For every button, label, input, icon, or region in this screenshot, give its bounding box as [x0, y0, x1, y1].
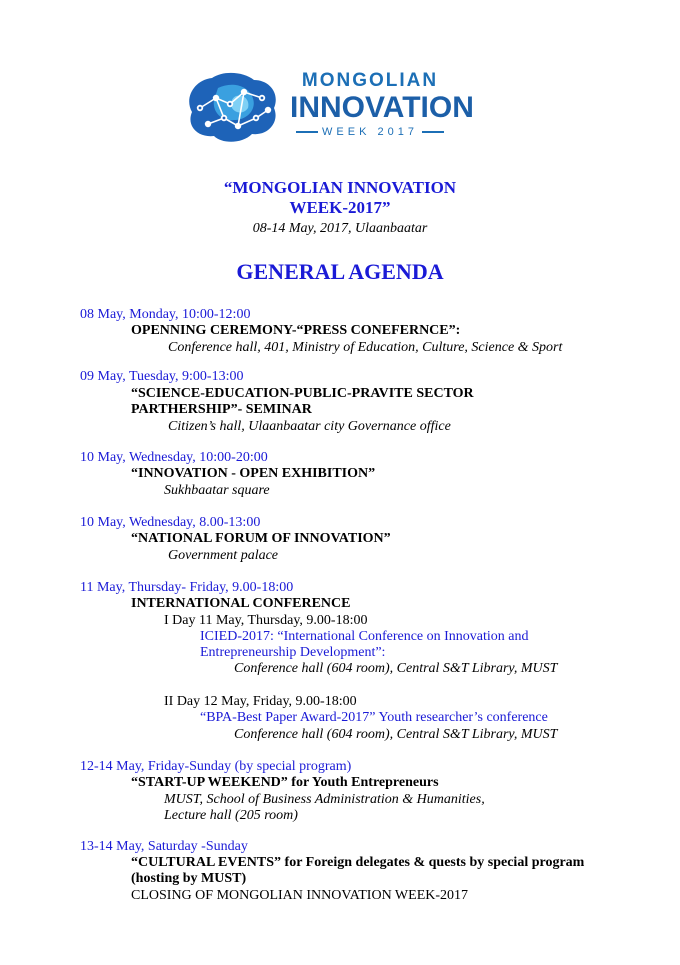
event-3-title: “INNOVATION - OPEN EXHIBITION”: [131, 466, 376, 481]
brain-network-icon: [178, 68, 288, 148]
event-dates: 08-14 May, 2017, Ulaanbaatar: [252, 221, 428, 236]
event-5-day-2-event: “BPA-Best Paper Award-2017” Youth researcher’s conference: [200, 710, 548, 725]
event-1-date: 08 May, Monday, 10:00-12:00: [80, 307, 251, 322]
event-2-title-line-2: PARTHERSHIP”- SEMINAR: [131, 402, 312, 417]
logo-line-3: [290, 124, 450, 140]
event-4-title: “NATIONAL FORUM OF INNOVATION”: [131, 531, 391, 546]
event-logo: [178, 68, 474, 148]
logo-year: WEEK 2017: [322, 126, 418, 138]
event-3-place: Sukhbaatar square: [164, 483, 270, 498]
event-2-place: Citizen’s hall, Ulaanbaatar city Governance office: [168, 419, 451, 434]
event-5-day-1-event-line-2: Entrepreneurship Development”:: [200, 645, 386, 660]
agenda-heading: GENERAL AGENDA: [236, 259, 444, 284]
event-6-date: 12-14 May, Friday-Sunday (by special program): [80, 759, 352, 774]
logo-wordmark: [290, 70, 474, 140]
event-5-day-2: II Day 12 May, Friday, 9.00-18:00: [164, 694, 357, 709]
event-2-date: 09 May, Tuesday, 9:00-13:00: [80, 369, 244, 384]
event-7-title-line-1: “CULTURAL EVENTS” for Foreign delegates & quests by special program: [131, 855, 585, 870]
event-4-date: 10 May, Wednesday, 8.00-13:00: [80, 515, 261, 530]
event-5-title: INTERNATIONAL CONFERENCE: [131, 596, 351, 611]
event-1-place: Conference hall, 401, Ministry of Education, Culture, Science & Sport: [168, 340, 563, 355]
event-6-place-line-2: Lecture hall (205 room): [164, 808, 298, 823]
event-6-place-line-1: MUST, School of Business Administration & Humanities,: [164, 792, 485, 807]
logo-line-1: MONGOLIAN: [301, 70, 439, 91]
event-5-day-1-event-line-1: ICIED-2017: “International Conference on Innovation and: [200, 629, 529, 644]
event-title-line-2: WEEK-2017”: [289, 198, 391, 217]
event-2-title-line-1: “SCIENCE-EDUCATION-PUBLIC-PRAVITE SECTOR: [131, 386, 474, 401]
event-5-date: 11 May, Thursday- Friday, 9.00-18:00: [80, 580, 294, 595]
event-5-day-1-place: Conference hall (604 room), Central S&T Library, MUST: [234, 661, 558, 676]
logo-line-2: INNOVATION: [290, 91, 474, 124]
event-5-day-1: I Day 11 May, Thursday, 9.00-18:00: [164, 613, 368, 628]
event-1-title: OPENNING CEREMONY-“PRESS CONEFERNCE”:: [131, 323, 461, 338]
event-5-day-2-place: Conference hall (604 room), Central S&T Library, MUST: [234, 727, 558, 742]
event-6-title: “START-UP WEEKEND” for Youth Entrepreneurs: [131, 775, 439, 790]
event-4-place: Government palace: [168, 548, 279, 563]
closing-ceremony: CLOSING OF MONGOLIAN INNOVATION WEEK-2017: [131, 888, 469, 903]
event-title-line-1: “MONGOLIAN INNOVATION: [223, 178, 457, 197]
event-7-date: 13-14 May, Saturday -Sunday: [80, 839, 248, 854]
event-7-title-line-2: (hosting by MUST): [131, 871, 247, 886]
event-3-date: 10 May, Wednesday, 10:00-20:00: [80, 450, 268, 465]
